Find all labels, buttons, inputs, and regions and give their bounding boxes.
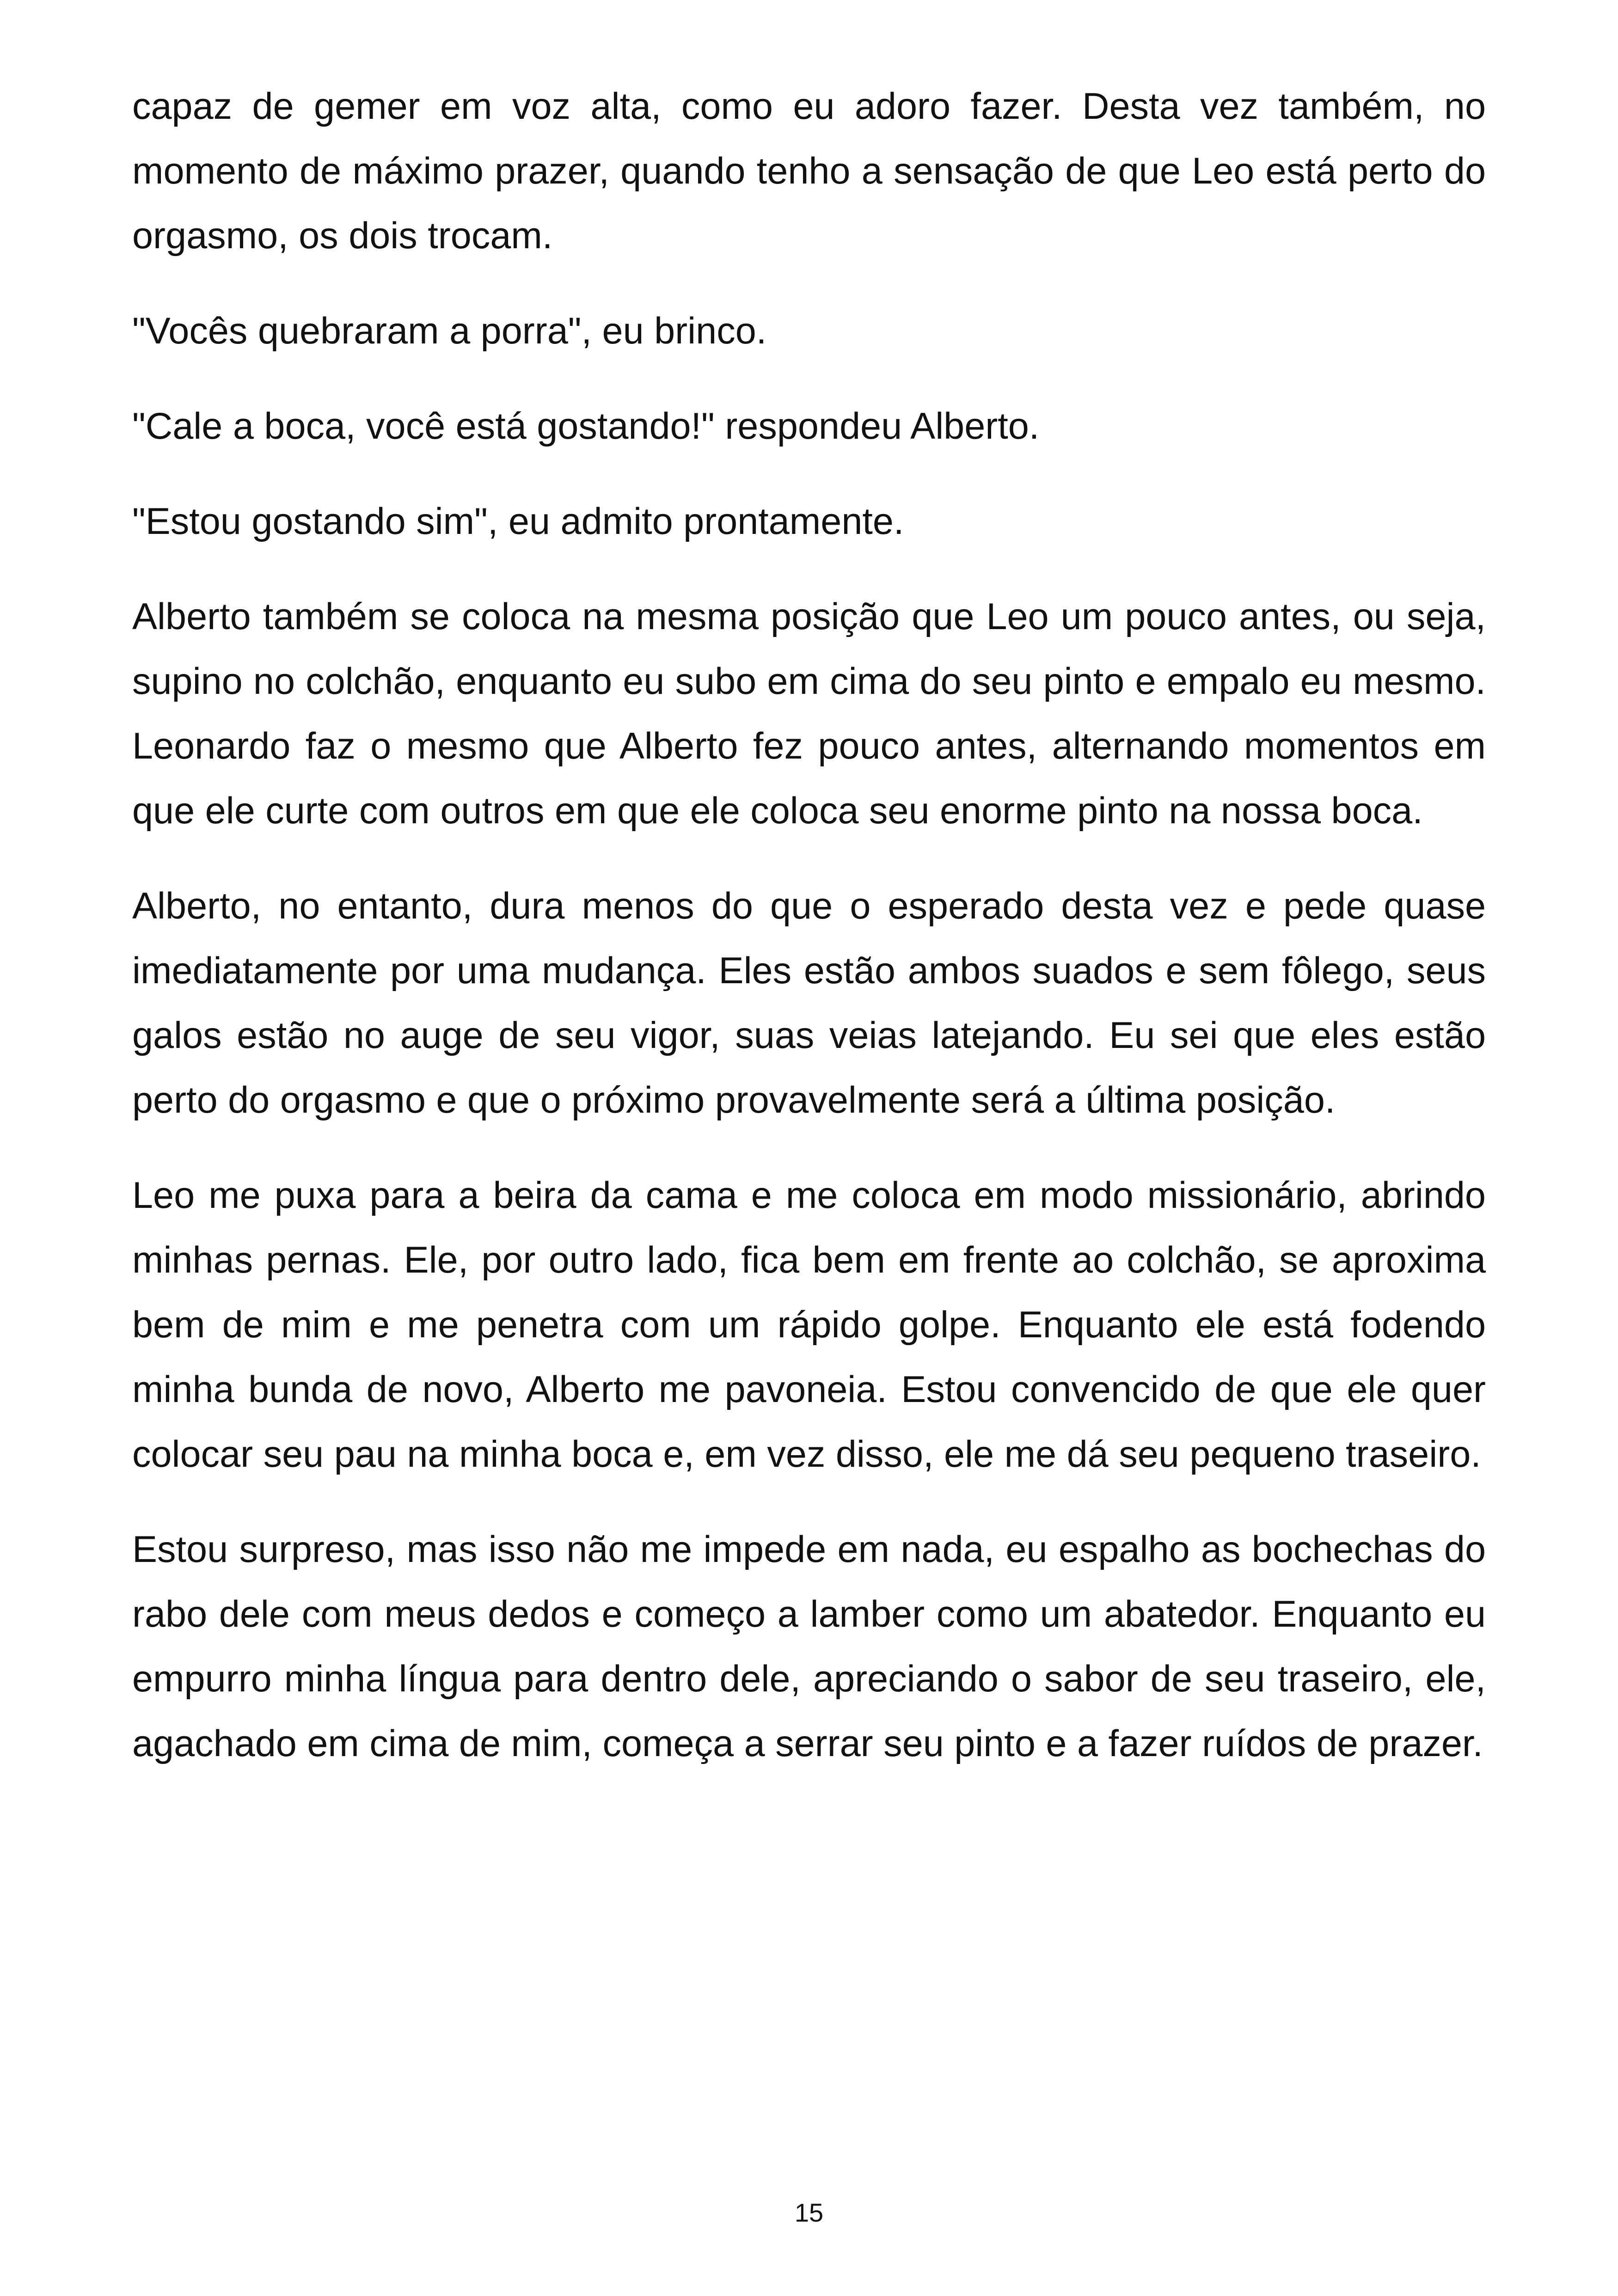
body-text xyxy=(132,74,1486,1806)
paragraph: Estou surpreso, mas isso não me impede em nada, eu espalho as bochechas do rabo dele com meus dedos e começo a lamber como um abatedor. Enquanto eu empurro minha língua para dentro dele, apreciando o sabor de seu traseiro, ele, agachado em cima de mim, começa a serrar seu pinto e a fazer ruídos de prazer. xyxy=(132,1529,1486,1764)
paragraph: Alberto também se coloca na mesma posição que Leo um pouco antes, ou seja, supino no colchão, enquanto eu subo em cima do seu pinto e empalo eu mesmo. Leonardo faz o mesmo que Alberto fez pouco antes, alternando momentos em que ele curte com outros em que ele coloca seu enorme pinto na nossa boca. xyxy=(132,596,1486,832)
page-number: 15 xyxy=(794,2198,824,2227)
paragraph: capaz de gemer em voz alta, como eu adoro fazer. Desta vez também, no momento de máximo prazer, quando tenho a sensação de que Leo está perto do orgasmo, os dois trocam. xyxy=(132,86,1486,257)
paragraph: "Estou gostando sim", eu admito prontamente. xyxy=(132,501,904,542)
paragraph: Alberto, no entanto, dura menos do que o esperado desta vez e pede quase imediatamente por uma mudança. Eles estão ambos suados e sem fôlego, seus galos estão no auge de seu vigor, suas veias latejando. Eu sei que eles estão perto do orgasmo e que o próximo provavelmente será a última posição. xyxy=(132,885,1486,1121)
paragraph: "Cale a boca, você está gostando!" respondeu Alberto. xyxy=(132,405,1040,447)
paragraph: "Vocês quebraram a porra", eu brinco. xyxy=(132,310,767,352)
paragraph: Leo me puxa para a beira da cama e me coloca em modo missionário, abrindo minhas pernas. Ele, por outro lado, fica bem em frente ao colchão, se aproxima bem de mim e me penetra com um rápido golpe. Enquanto ele está fodendo minha bunda de novo, Alberto me pavoneia. Estou convencido de que ele quer colocar seu pau na minha boca e, em vez disso, ele me dá seu pequeno traseiro. xyxy=(132,1175,1486,1475)
